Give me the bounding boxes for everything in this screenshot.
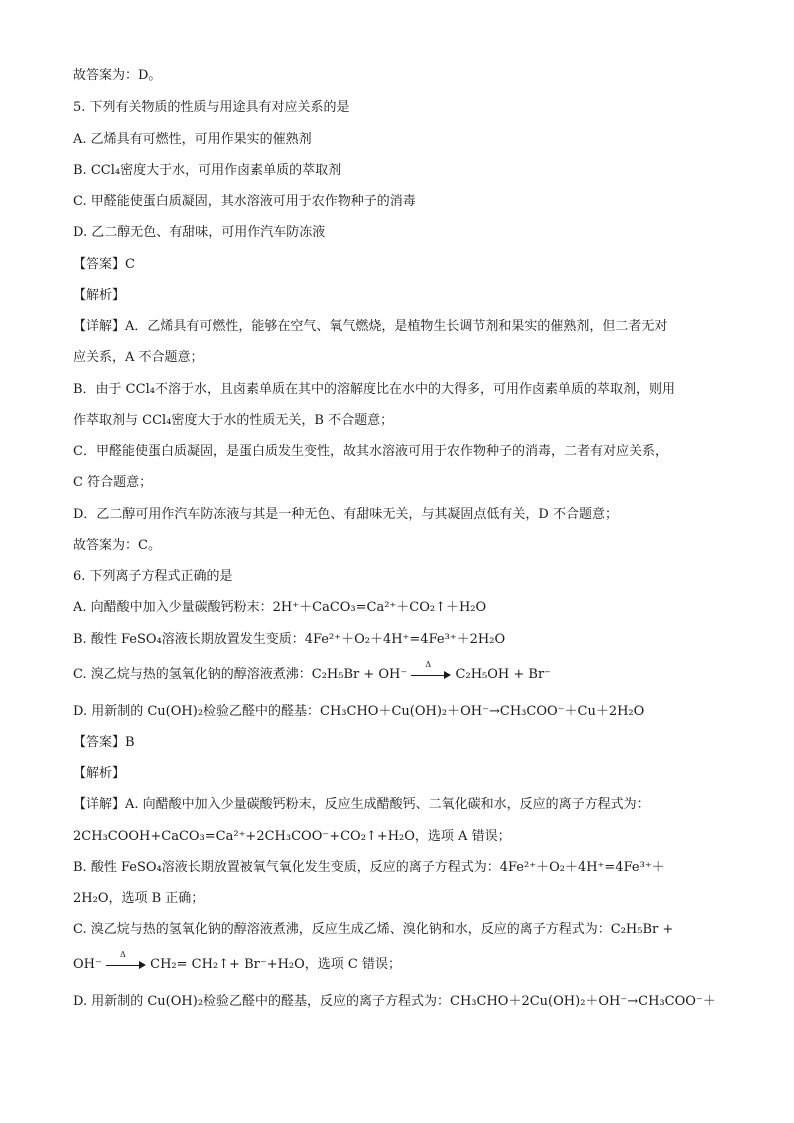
arrow-head [444, 671, 451, 679]
q6-option-c-lhs: C. 溴乙烷与热的氢氧化钠的醇溶液煮沸：C₂H₅Br + OH⁻ [73, 667, 408, 682]
question-5-stem: 5. 下列有关物质的性质与用途具有对应关系的是 [73, 100, 350, 115]
heat-arrow-icon [411, 659, 451, 680]
q5-detail-line-5: C．甲醛能使蛋白质凝固，是蛋白质发生变性，故其水溶液可用于农作物种子的消毒，二者有对应关系， [73, 444, 668, 459]
arrow-head [139, 961, 146, 969]
q6-detail-line-6-rhs: CH₂= CH₂↑+ Br⁻+H₂O，选项 C 错误； [150, 957, 402, 972]
q6-detail-line-6-lhs: OH⁻ [73, 957, 102, 972]
answer-line-q4: 故答案为：D。 [73, 68, 162, 83]
q6-detail-line-5: C. 溴乙烷与热的氢氧化钠的醇溶液煮沸，反应生成乙烯、溴化钠和水，反应的离子方程式为：C₂H₅Br + [73, 922, 674, 937]
q6-detail-line-1: 【详解】A. 向醋酸中加入少量碳酸钙粉末，反应生成醋酸钙、二氧化碳和水，反应的离子方程式为： [73, 797, 650, 812]
q6-detail-line-4: 2H₂O，选项 B 正确； [73, 891, 205, 906]
q6-detail-line-2: 2CH₃COOH+CaCO₃=Ca²⁺+2CH₃COO⁻+CO₂↑+H₂O，选项 A 错误； [73, 829, 511, 844]
arrow-shaft [411, 675, 445, 676]
q6-option-a: A. 向醋酸中加入少量碳酸钙粉末：2H⁺＋CaCO₃=Ca²⁺＋CO₂↑＋H₂O [73, 600, 487, 615]
q6-option-c [73, 659, 733, 685]
question-6-stem: 6. 下列离子方程式正确的是 [73, 569, 233, 584]
q6-detail-line-6 [73, 949, 733, 975]
q5-conclusion: 故答案为：C。 [73, 538, 161, 553]
delta-symbol: Δ [425, 659, 432, 669]
q5-option-c: C. 甲醛能使蛋白质凝固，其水溶液可用于农作物种子的消毒 [73, 194, 416, 209]
q5-detail-line-6: C 符合题意； [73, 475, 153, 490]
q6-option-d: D. 用新制的 Cu(OH)₂检验乙醛中的醛基：CH₃CHO＋Cu(OH)₂＋OH⁻→CH₃COO⁻＋Cu＋2H₂O [73, 704, 645, 719]
q6-option-c-rhs: C₂H₅OH + Br⁻ [455, 667, 552, 682]
heat-arrow-icon [106, 949, 146, 970]
q6-detail-line-7: D. 用新制的 Cu(OH)₂检验乙醛中的醛基，反应的离子方程式为：CH₃CHO＋2Cu(OH)₂＋OH⁻→CH₃COO⁻＋ [73, 994, 716, 1009]
q5-detail-line-3: B．由于 CCl₄不溶于水，且卤素单质在其中的溶解度比在水中的大得多，可用作卤素单质的萃取剂，则用 [73, 382, 675, 397]
q6-option-b: B. 酸性 FeSO₄溶液长期放置发生变质：4Fe²⁺＋O₂＋4H⁺=4Fe³⁺＋2H₂O [73, 632, 506, 647]
q6-analysis-label: 【解析】 [73, 766, 126, 781]
q5-detail-line-7: D．乙二醇可用作汽车防冻液与其是一种无色、有甜味无关，与其凝固点低有关，D 不合题意； [73, 507, 618, 522]
q5-option-d: D. 乙二醇无色、有甜味，可用作汽车防冻液 [73, 225, 326, 240]
q6-answer-label: 【答案】B [73, 735, 135, 750]
q5-option-a: A. 乙烯具有可燃性，可用作果实的催熟剂 [73, 132, 312, 147]
q5-detail-line-1: 【详解】A．乙烯具有可燃性，能够在空气、氧气燃烧，是植物生长调节剂和果实的催熟剂，但二者无对 [73, 319, 668, 334]
q5-detail-line-4: 作萃取剂与 CCl₄密度大于水的性质无关，B 不合题意； [73, 413, 394, 428]
q5-answer-label: 【答案】C [73, 257, 135, 272]
delta-symbol: Δ [120, 949, 126, 959]
q5-analysis-label: 【解析】 [73, 288, 126, 303]
q5-option-b: B. CCl₄密度大于水，可用作卤素单质的萃取剂 [73, 163, 342, 178]
q6-detail-line-3: B. 酸性 FeSO₄溶液长期放置被氧气氧化发生变质，反应的离子方程式为：4Fe²⁺＋O₂＋4H⁺=4Fe³⁺＋ [73, 860, 665, 875]
q5-detail-line-2: 应关系，A 不合题意； [73, 350, 204, 365]
arrow-shaft [106, 965, 140, 966]
